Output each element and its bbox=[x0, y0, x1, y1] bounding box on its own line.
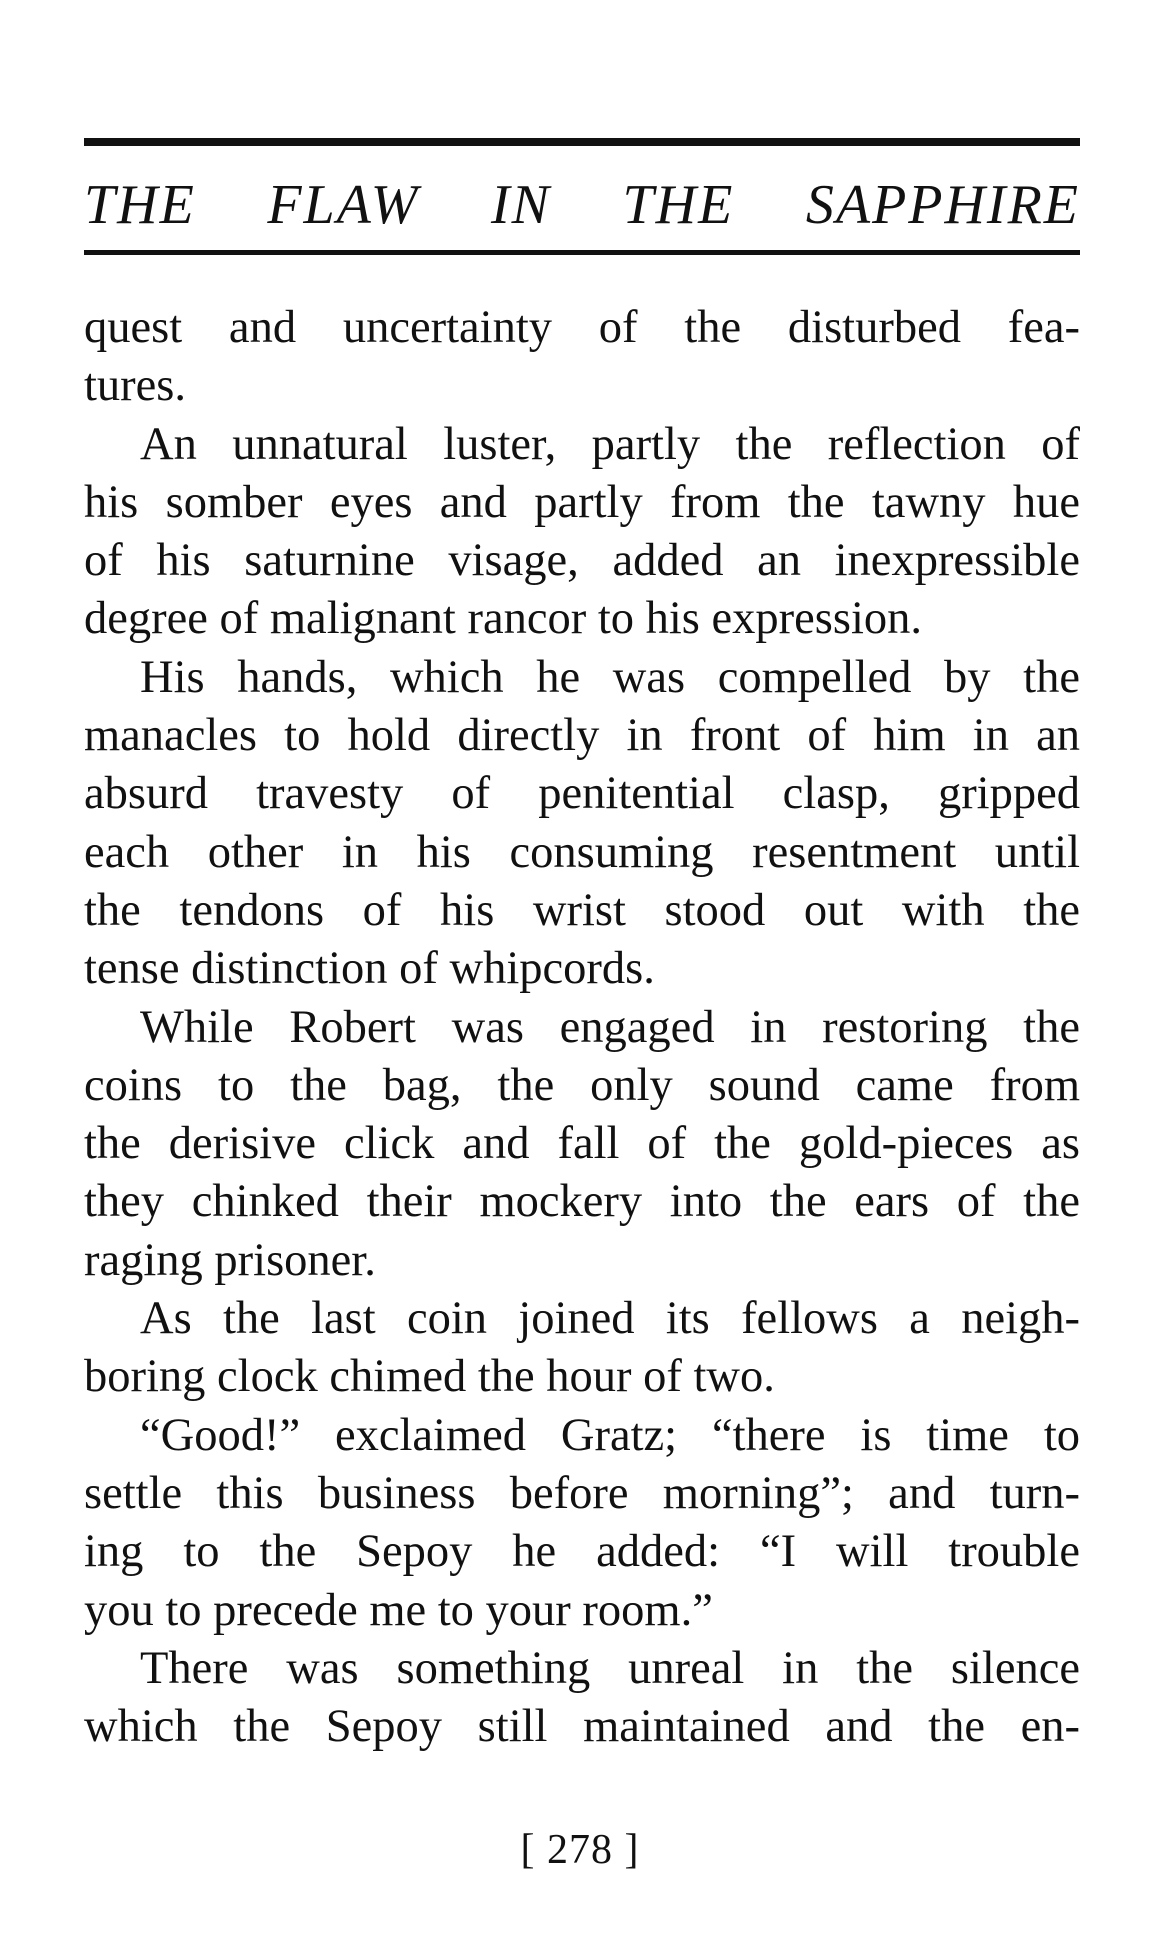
text-line: ing to the Sepoy he added: “I will trouble bbox=[84, 1526, 1080, 1578]
paragraph bbox=[84, 649, 1080, 999]
paragraph bbox=[84, 1290, 1080, 1407]
text-line: tures. bbox=[84, 360, 187, 412]
text-line: quest and uncertainty of the disturbed fea- bbox=[84, 302, 1080, 353]
text-line: As the last coin joined its fellows a neigh- bbox=[140, 1293, 1080, 1345]
body-text bbox=[84, 299, 1080, 1756]
text-line: settle this business before morning”; and turn- bbox=[84, 1467, 1080, 1519]
text-line: absurd travesty of penitential clasp, gripped bbox=[84, 768, 1080, 820]
text-line: each other in his consuming resentment until bbox=[84, 826, 1080, 878]
text-line: the derisive click and fall of the gold-pieces as bbox=[84, 1118, 1080, 1170]
text-line: While Robert was engaged in restoring the bbox=[140, 1001, 1080, 1053]
text-line: coins to the bag, the only sound came from bbox=[84, 1059, 1080, 1111]
text-line: “Good!” exclaimed Gratz; “there is time to bbox=[140, 1409, 1080, 1461]
running-head-word: THE bbox=[84, 174, 196, 236]
text-line: degree of malignant rancor to his expression. bbox=[84, 593, 923, 645]
paragraph bbox=[84, 1407, 1080, 1640]
running-head-word: SAPPHIRE bbox=[805, 174, 1080, 236]
running-head-word: IN bbox=[491, 174, 551, 236]
text-line: There was something unreal in the silence bbox=[140, 1642, 1080, 1694]
paragraph bbox=[84, 299, 1080, 416]
paragraph bbox=[84, 1640, 1080, 1757]
text-line: of his saturnine visage, added an inexpressible bbox=[84, 535, 1080, 587]
text-line: boring clock chimed the hour of two. bbox=[84, 1351, 775, 1403]
paragraph bbox=[84, 999, 1080, 1290]
text-line: they chinked their mockery into the ears of the bbox=[84, 1176, 1080, 1228]
running-head-word: THE bbox=[622, 174, 735, 236]
running-head bbox=[84, 172, 1080, 238]
text-line: His hands, which he was compelled by the bbox=[140, 651, 1080, 703]
text-line: An unnatural luster, partly the reflection of bbox=[140, 418, 1080, 470]
text-line: which the Sepoy still maintained and the en- bbox=[84, 1701, 1080, 1753]
page-number: [ 278 ] bbox=[520, 1827, 640, 1873]
text-line: manacles to hold directly in front of him in an bbox=[84, 710, 1080, 762]
header-rule-top bbox=[84, 138, 1080, 146]
text-line: raging prisoner. bbox=[84, 1234, 376, 1286]
text-line: his somber eyes and partly from the tawny hue bbox=[84, 476, 1080, 528]
running-head-word: FLAW bbox=[267, 174, 420, 236]
text-line: the tendons of his wrist stood out with the bbox=[84, 884, 1080, 936]
book-page bbox=[84, 138, 1080, 1756]
header-rule-bottom bbox=[84, 250, 1080, 255]
text-line: tense distinction of whipcords. bbox=[84, 943, 655, 995]
paragraph bbox=[84, 416, 1080, 649]
text-line: you to precede me to your room.” bbox=[84, 1584, 713, 1636]
